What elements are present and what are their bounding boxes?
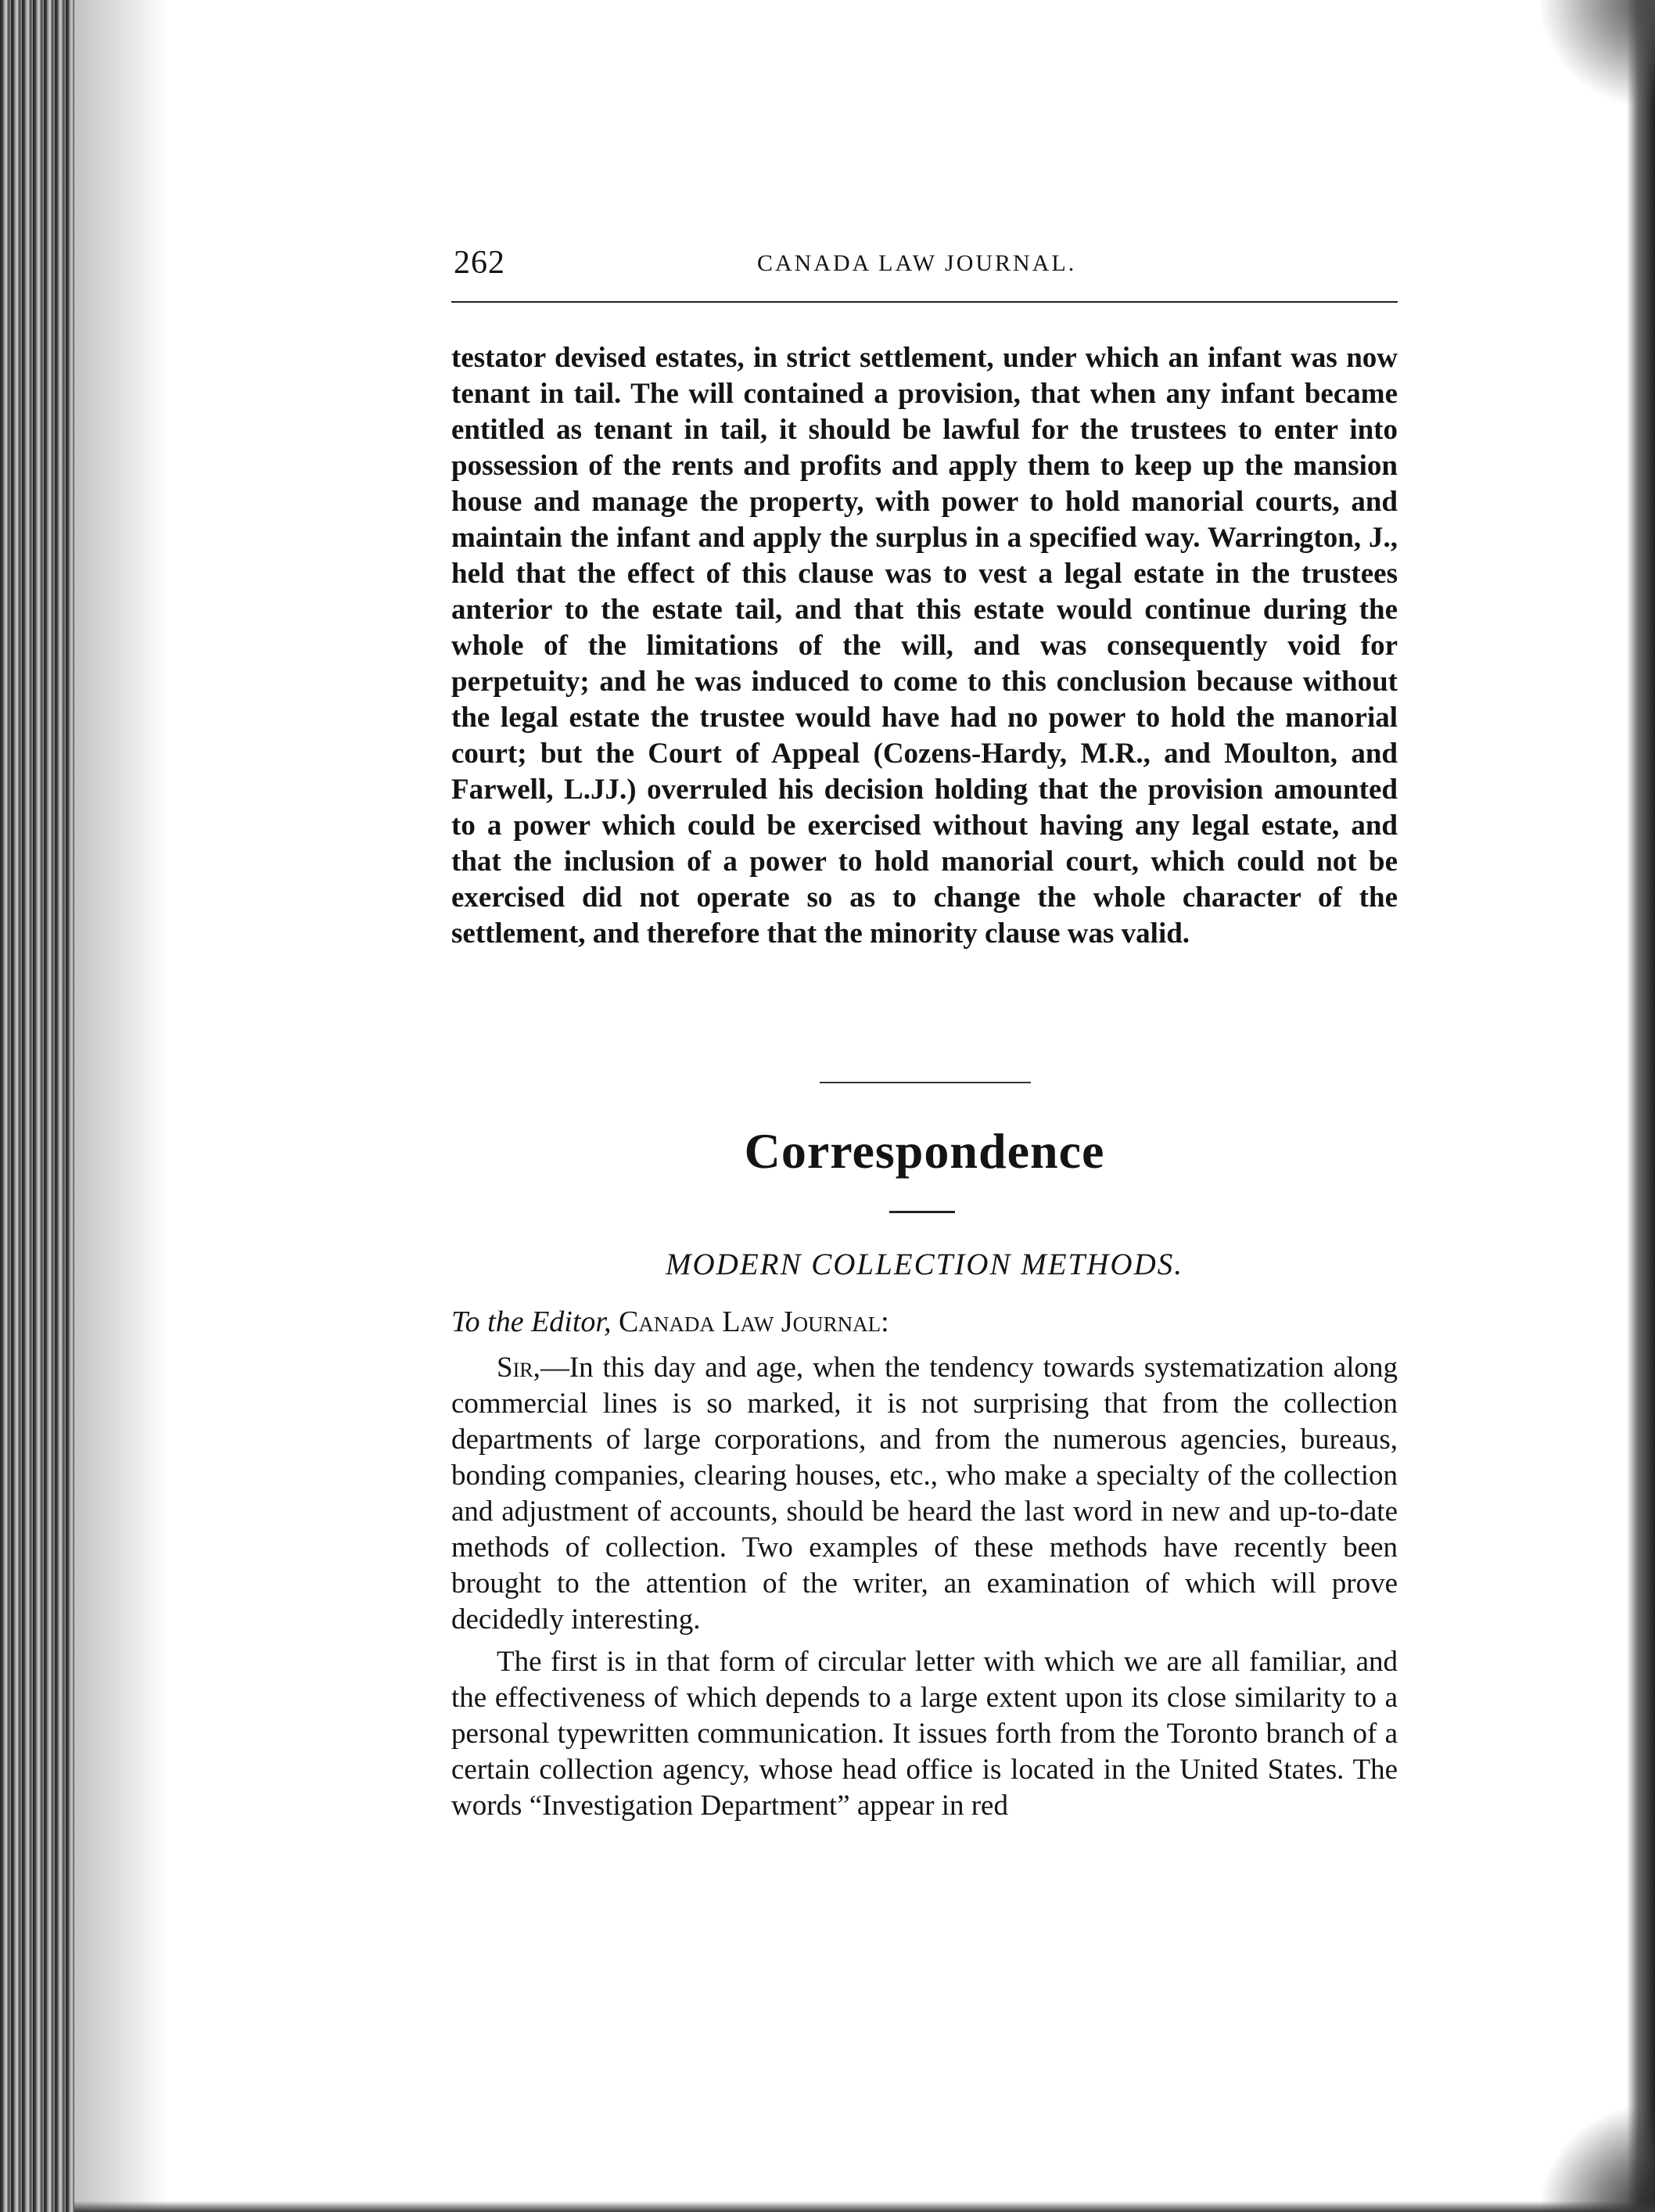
salutation-recipient: Canada Law Journal: <box>618 1305 889 1338</box>
page-corner-top-right <box>1538 0 1655 110</box>
page-corner-bottom-right <box>1538 2102 1655 2212</box>
running-title: CANADA LAW JOURNAL. <box>757 250 1077 276</box>
binding-shadow <box>74 0 168 2212</box>
paragraph-lead: Sir, <box>497 1352 540 1384</box>
salutation-addressee: To the Editor, <box>451 1305 612 1338</box>
carryover-paragraph <box>451 340 1398 952</box>
page-bottom-edge <box>74 2201 1655 2212</box>
article-paragraph-1 <box>451 1350 1398 1638</box>
article-title: MODERN COLLECTION METHODS. <box>666 1248 1183 1281</box>
header-rule <box>451 301 1398 303</box>
salutation <box>451 1305 889 1339</box>
section-heading: Correspondence <box>744 1123 1105 1179</box>
carryover-paragraph-text: testator devised estates, in strict settlement, under which an infant was now tenant in tail. The will contained a provision, that when any infant became entitled as tenant in tail, it should be lawful for the trustees to enter into possession of the rents and profits and apply them to keep up the mansion house and manage the property, with power to hold manorial courts, and maintain the infant and apply the surplus in a specified way. Warrington, J., held that the effect of this clause was to vest a legal estate in the trustees anterior to the estate tail, and that this estate would continue during the whole of the limitations of the will, and was consequently void for perpetuity; and he was induced to come to this conclusion because without the legal estate the trustee would have had no power to hold the manorial court; but the Court of Appeal (Cozens-Hardy, M.R., and Moulton, and Farwell, L.JJ.) overruled his decision holding that the provision amounted to a power which could be exercised without having any legal estate, and that the inclusion of a power to hold manorial court, which could not be exercised did not operate so as to change the whole character of the settlement, and therefore that the minority clause was valid. <box>451 342 1398 950</box>
heading-rule <box>889 1211 955 1213</box>
page-right-edge <box>1627 0 1655 2212</box>
paragraph-2-text: The first is in that form of circular letter with which we are all familiar, and the effectiveness of which depends to a large extent upon its close similarity to a personal typewritten communication. It issues forth from the Toronto branch of a certain collection agency, whose head office is located in the United States. The words “Investigation Department” appear in red <box>451 1646 1398 1822</box>
paragraph-1-text: —In this day and age, when the tendency towards systematization along commercial lines is so marked, it is not surprising that from the collection departments of large corporations, and from the numerous agencies, bureaus, bonding companies, clearing houses, etc., who make a specialty of the collection and adjustment of accounts, should be heard the last word in new and up-to-date methods of collection. Two examples of these methods have recently been brought to the attention of the writer, an examination of which will prove decidedly interesting. <box>451 1352 1398 1636</box>
section-divider <box>820 1082 1031 1083</box>
book-binding-edge <box>0 0 74 2212</box>
page-number: 262 <box>454 245 505 281</box>
article-paragraph-2 <box>451 1644 1398 1824</box>
